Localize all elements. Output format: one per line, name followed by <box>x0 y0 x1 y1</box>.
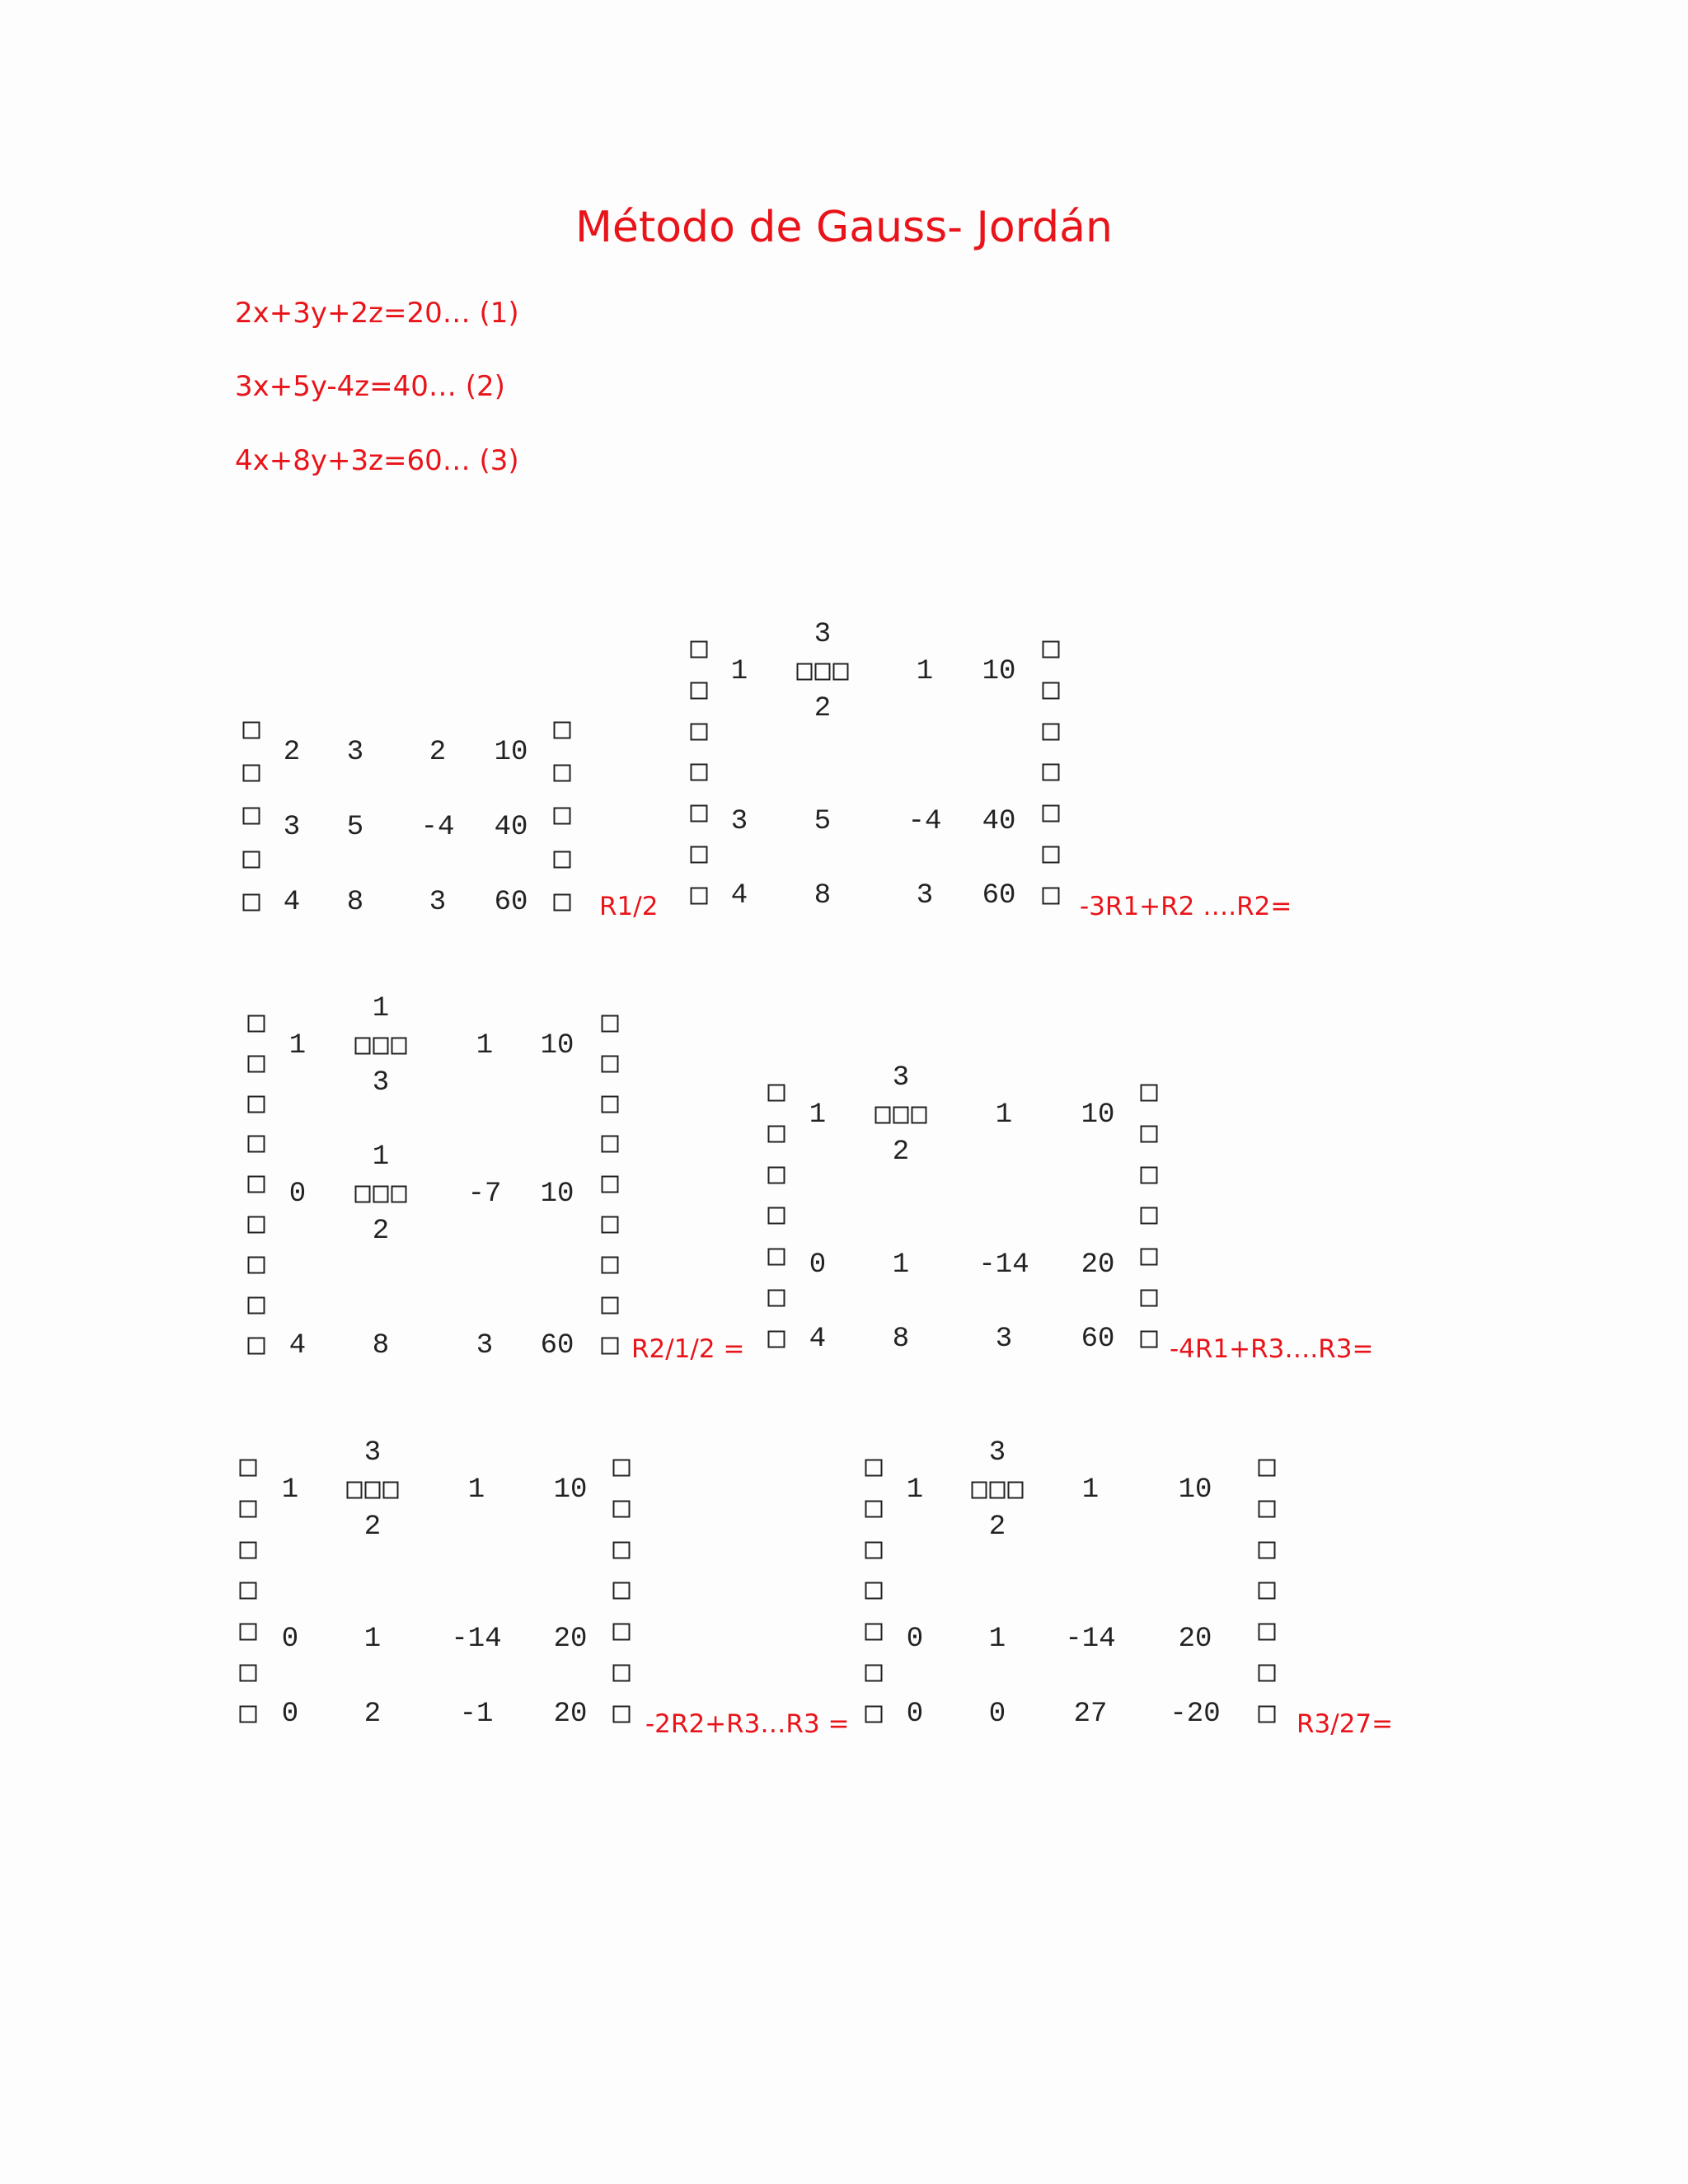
matrix-5-right-bracket <box>613 1459 631 1476</box>
matrix-3-right-bracket <box>602 1216 619 1234</box>
matrix-5-cell: -14 <box>451 1624 502 1655</box>
matrix-2-cell: -4 <box>907 806 942 837</box>
matrix-5-right-bracket <box>613 1706 631 1723</box>
equation-2: 3x+5y-4z=40… (2) <box>235 370 505 403</box>
matrix-4-fraction-bar <box>875 1107 927 1124</box>
matrix-1-right-bracket <box>554 894 571 912</box>
matrix-2-left-bracket <box>691 805 708 823</box>
matrix-2-right-bracket <box>1043 640 1060 658</box>
matrix-6-left-bracket <box>865 1706 883 1723</box>
matrix-6-right-bracket <box>1259 1500 1276 1517</box>
matrix-2-cell: 5 <box>814 806 832 837</box>
operation-label-5: -2R2+R3…R3 = <box>645 1709 850 1739</box>
matrix-3-left-bracket <box>248 1338 265 1355</box>
matrix-1-cell: 5 <box>346 812 364 843</box>
matrix-2-cell: 4 <box>730 880 748 912</box>
matrix-1-cell: 4 <box>283 887 301 918</box>
matrix-6-left-bracket <box>865 1541 883 1558</box>
matrix-4-left-bracket <box>768 1207 785 1225</box>
matrix-1-cell: 8 <box>346 887 364 918</box>
matrix-1-cell: 2 <box>283 737 301 768</box>
matrix-1-left-bracket <box>243 851 260 868</box>
matrix-4-fraction-numerator: 3 <box>892 1062 910 1094</box>
matrix-3-cell: 60 <box>540 1330 574 1361</box>
matrix-2-right-bracket <box>1043 764 1060 781</box>
matrix-5-right-bracket <box>613 1582 631 1600</box>
matrix-3-cell: 1 <box>476 1030 494 1062</box>
matrix-2-left-bracket <box>691 682 708 699</box>
matrix-6-cell: 20 <box>1178 1624 1212 1655</box>
matrix-6-left-bracket <box>865 1582 883 1600</box>
operation-label-4: -4R1+R3….R3= <box>1170 1334 1374 1364</box>
matrix-5-right-bracket <box>613 1541 631 1558</box>
matrix-2-left-bracket <box>691 764 708 781</box>
matrix-4-right-bracket <box>1141 1331 1158 1348</box>
matrix-6-fraction-bar <box>972 1482 1024 1499</box>
matrix-3-fraction-denominator: 2 <box>372 1216 390 1248</box>
matrix-1-cell: -4 <box>420 812 455 843</box>
matrix-6-right-bracket <box>1259 1459 1276 1476</box>
matrix-5-left-bracket <box>240 1541 257 1558</box>
matrix-6-cell: 0 <box>988 1699 1006 1730</box>
matrix-3-right-bracket <box>602 1338 619 1355</box>
matrix-1-cell: 3 <box>429 887 447 918</box>
matrix-4-fraction-denominator: 2 <box>892 1137 910 1169</box>
matrix-4-cell: 3 <box>995 1324 1013 1355</box>
matrix-4-right-bracket <box>1141 1249 1158 1266</box>
matrix-2-cell: 1 <box>730 656 748 687</box>
matrix-4-cell: 4 <box>809 1324 827 1355</box>
matrix-2-fraction-denominator: 2 <box>814 693 832 725</box>
matrix-5-cell: 0 <box>281 1624 299 1655</box>
matrix-6-cell: 27 <box>1073 1699 1108 1730</box>
matrix-6-fraction-denominator: 2 <box>988 1511 1006 1544</box>
matrix-4-left-bracket <box>768 1290 785 1307</box>
matrix-1-right-bracket <box>554 808 571 825</box>
matrix-3-cell: 1 <box>288 1030 307 1062</box>
matrix-6-left-bracket <box>865 1500 883 1517</box>
matrix-6-cell: 1 <box>988 1624 1006 1655</box>
matrix-3-cell: 0 <box>288 1179 307 1210</box>
matrix-5-cell: 2 <box>363 1699 382 1730</box>
matrix-6-right-bracket <box>1259 1706 1276 1723</box>
matrix-2-cell: 40 <box>982 806 1016 837</box>
matrix-1-cell: 2 <box>429 737 447 768</box>
matrix-6-left-bracket <box>865 1665 883 1682</box>
matrix-4-right-bracket <box>1141 1207 1158 1225</box>
matrix-6-cell: -20 <box>1170 1699 1221 1730</box>
matrix-1-left-bracket <box>243 721 260 738</box>
matrix-6-cell: 0 <box>906 1699 924 1730</box>
matrix-5-fraction-numerator: 3 <box>363 1436 382 1469</box>
matrix-3-right-bracket <box>602 1176 619 1193</box>
matrix-3-left-bracket <box>248 1055 265 1072</box>
matrix-2-left-bracket <box>691 723 708 740</box>
matrix-3-cell: -7 <box>467 1179 502 1210</box>
page-title: Método de Gauss- Jordán <box>575 203 1113 252</box>
matrix-1-left-bracket <box>243 765 260 782</box>
matrix-3-fraction-bar <box>355 1186 407 1203</box>
matrix-4-left-bracket <box>768 1249 785 1266</box>
matrix-2-cell: 1 <box>916 656 934 687</box>
matrix-3-right-bracket <box>602 1257 619 1274</box>
matrix-1-left-bracket <box>243 894 260 912</box>
matrix-2-right-bracket <box>1043 805 1060 823</box>
matrix-3-left-bracket <box>248 1257 265 1274</box>
matrix-6-right-bracket <box>1259 1665 1276 1682</box>
matrix-3-cell: 8 <box>372 1330 390 1361</box>
matrix-6-cell: -14 <box>1065 1624 1116 1655</box>
matrix-2-fraction-numerator: 3 <box>814 618 832 650</box>
matrix-6-right-bracket <box>1259 1624 1276 1641</box>
matrix-4-right-bracket <box>1141 1084 1158 1101</box>
matrix-6-cell: 1 <box>906 1474 924 1506</box>
matrix-3-cell: 10 <box>540 1179 574 1210</box>
matrix-2-right-bracket <box>1043 888 1060 905</box>
matrix-2-left-bracket <box>691 888 708 905</box>
matrix-1-right-bracket <box>554 851 571 868</box>
matrix-2-cell: 10 <box>982 656 1016 687</box>
matrix-2-left-bracket <box>691 640 708 658</box>
matrix-3-left-bracket <box>248 1095 265 1113</box>
matrix-5-cell: 1 <box>467 1474 485 1506</box>
matrix-6-right-bracket <box>1259 1582 1276 1600</box>
matrix-2-right-bracket <box>1043 682 1060 699</box>
matrix-5-cell: -1 <box>459 1699 494 1730</box>
matrix-6-fraction-numerator: 3 <box>988 1436 1006 1469</box>
matrix-5-right-bracket <box>613 1665 631 1682</box>
matrix-4-left-bracket <box>768 1125 785 1142</box>
matrix-1-left-bracket <box>243 808 260 825</box>
matrix-6-cell: 1 <box>1081 1474 1100 1506</box>
matrix-1-cell: 10 <box>494 737 528 768</box>
matrix-4-cell: 0 <box>809 1249 827 1281</box>
operation-label-1: R1/2 <box>599 892 659 921</box>
matrix-3-left-bracket <box>248 1216 265 1234</box>
matrix-2-cell: 8 <box>814 880 832 912</box>
matrix-4-cell: -14 <box>978 1249 1029 1281</box>
matrix-5-right-bracket <box>613 1500 631 1517</box>
matrix-5-fraction-denominator: 2 <box>363 1511 382 1544</box>
matrix-3-right-bracket <box>602 1055 619 1072</box>
matrix-4-cell: 1 <box>892 1249 910 1281</box>
matrix-3-fraction-bar <box>355 1038 407 1055</box>
matrix-3-left-bracket <box>248 1015 265 1032</box>
matrix-3-fraction-denominator: 3 <box>372 1067 390 1099</box>
matrix-2-left-bracket <box>691 846 708 864</box>
matrix-4-right-bracket <box>1141 1166 1158 1183</box>
matrix-3-cell: 4 <box>288 1330 307 1361</box>
matrix-5-left-bracket <box>240 1624 257 1641</box>
matrix-4-cell: 8 <box>892 1324 910 1355</box>
matrix-1-right-bracket <box>554 765 571 782</box>
matrix-5-left-bracket <box>240 1665 257 1682</box>
matrix-2-fraction-bar <box>797 663 849 681</box>
matrix-6-left-bracket <box>865 1459 883 1476</box>
matrix-6-cell: 10 <box>1178 1474 1212 1506</box>
matrix-6-cell: 0 <box>906 1624 924 1655</box>
matrix-2-right-bracket <box>1043 723 1060 740</box>
matrix-5-cell: 20 <box>553 1624 588 1655</box>
matrix-5-fraction-bar <box>347 1482 399 1499</box>
matrix-3-right-bracket <box>602 1297 619 1315</box>
matrix-3-fraction-numerator: 1 <box>372 992 390 1024</box>
matrix-3-right-bracket <box>602 1015 619 1032</box>
matrix-3-left-bracket <box>248 1176 265 1193</box>
matrix-4-left-bracket <box>768 1166 785 1183</box>
matrix-2-cell: 3 <box>730 806 748 837</box>
matrix-1-cell: 3 <box>283 812 301 843</box>
matrix-2-right-bracket <box>1043 846 1060 864</box>
matrix-6-right-bracket <box>1259 1541 1276 1558</box>
matrix-6-left-bracket <box>865 1624 883 1641</box>
matrix-4-cell: 10 <box>1081 1099 1115 1131</box>
matrix-5-right-bracket <box>613 1624 631 1641</box>
matrix-1-cell: 3 <box>346 737 364 768</box>
matrix-5-left-bracket <box>240 1582 257 1600</box>
equation-3: 4x+8y+3z=60… (3) <box>235 444 519 477</box>
matrix-1-right-bracket <box>554 721 571 738</box>
matrix-5-cell: 10 <box>553 1474 588 1506</box>
matrix-4-left-bracket <box>768 1084 785 1101</box>
operation-label-2: -3R1+R2 ….R2= <box>1080 892 1292 921</box>
matrix-3-cell: 3 <box>476 1330 494 1361</box>
matrix-4-left-bracket <box>768 1331 785 1348</box>
matrix-3-right-bracket <box>602 1136 619 1153</box>
matrix-4-cell: 1 <box>809 1099 827 1131</box>
matrix-5-cell: 1 <box>363 1624 382 1655</box>
matrix-5-left-bracket <box>240 1500 257 1517</box>
matrix-5-cell: 20 <box>553 1699 588 1730</box>
matrix-3-left-bracket <box>248 1297 265 1315</box>
matrix-4-right-bracket <box>1141 1125 1158 1142</box>
matrix-5-cell: 0 <box>281 1699 299 1730</box>
matrix-3-left-bracket <box>248 1136 265 1153</box>
equation-1: 2x+3y+2z=20… (1) <box>235 297 519 330</box>
matrix-4-cell: 20 <box>1081 1249 1115 1281</box>
matrix-4-right-bracket <box>1141 1290 1158 1307</box>
matrix-3-cell: 10 <box>540 1030 574 1062</box>
matrix-5-cell: 1 <box>281 1474 299 1506</box>
matrix-1-cell: 60 <box>494 887 528 918</box>
matrix-5-left-bracket <box>240 1459 257 1476</box>
matrix-2-cell: 3 <box>916 880 934 912</box>
matrix-1-cell: 40 <box>494 812 528 843</box>
matrix-4-cell: 60 <box>1081 1324 1115 1355</box>
matrix-3-right-bracket <box>602 1095 619 1113</box>
matrix-5-left-bracket <box>240 1706 257 1723</box>
matrix-2-cell: 60 <box>982 880 1016 912</box>
operation-label-3: R2/1/2 = <box>631 1334 745 1364</box>
matrix-4-cell: 1 <box>995 1099 1013 1131</box>
operation-label-6: R3/27= <box>1296 1709 1394 1739</box>
matrix-3-fraction-numerator: 1 <box>372 1141 390 1173</box>
